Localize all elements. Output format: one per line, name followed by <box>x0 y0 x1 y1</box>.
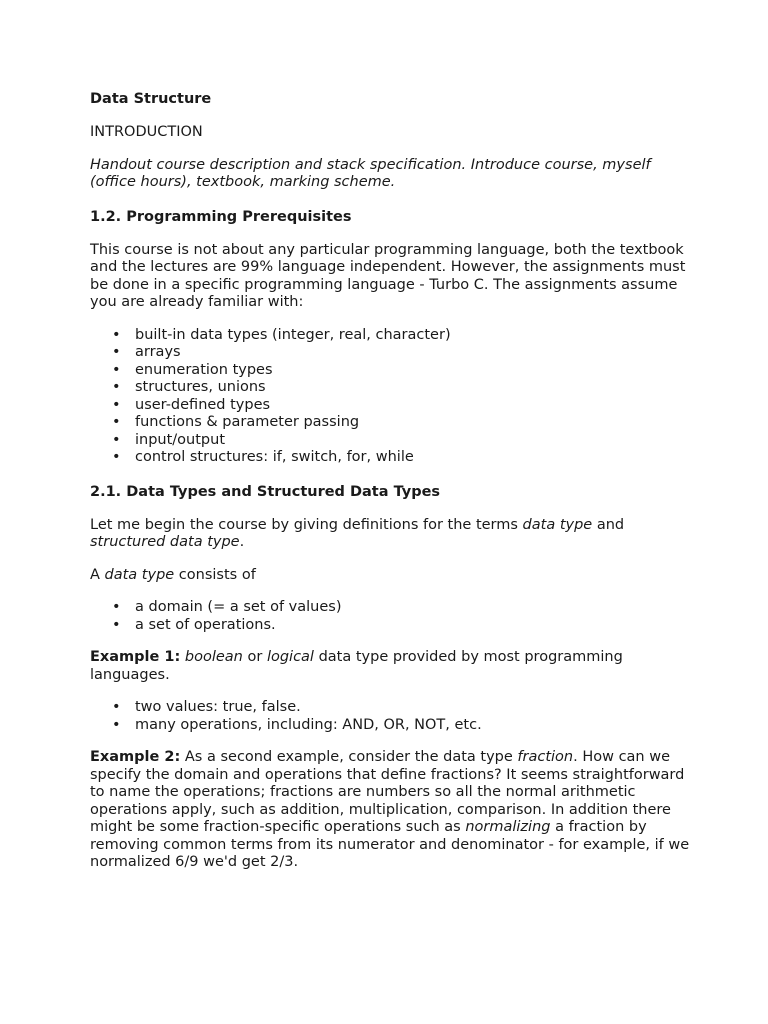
text-run: As a second example, consider the data type <box>180 749 518 765</box>
list-item: • enumeration types <box>90 362 690 380</box>
intro-text-italic: Handout course description and stack specification. Introduce course, myself (office hours), textbook, marking scheme. <box>90 156 651 190</box>
term-fraction: fraction <box>517 749 574 765</box>
text-run: Let me begin the course by giving definitions for the terms <box>90 516 523 533</box>
data-type-parts-list <box>90 599 690 634</box>
example-2-paragraph <box>90 749 690 872</box>
list-item: • structures, unions <box>90 379 690 397</box>
term-structured-data-type: structured data type <box>90 534 240 550</box>
term-data-type: data type <box>522 516 593 533</box>
list-item: • functions & parameter passing <box>90 414 690 432</box>
text-run: . How can we specify the domain and operations that define fractions? It seems straightforward to name the operations; fractions are numbers so all the normal arithmetic operations apply, such as addition, multiplication, comparison. In addition there might be some fraction-specific operations such as <box>90 749 685 835</box>
list-item: • input/output <box>90 432 690 450</box>
term-boolean: boolean <box>184 649 243 665</box>
list-item: • user-defined types <box>90 397 690 415</box>
list-item: • arrays <box>90 344 690 362</box>
text-run: . <box>239 534 245 550</box>
list-item: • a set of operations. <box>90 617 690 635</box>
term-normalizing: normalizing <box>465 819 551 835</box>
section-heading-prerequisites: 1.2. Programming Prerequisites <box>90 208 352 225</box>
list-item: • many operations, including: AND, OR, NOT, etc. <box>90 717 690 735</box>
section-heading-data-types: 2.1. Data Types and Structured Data Types <box>90 483 441 500</box>
list-item: • two values: true, false. <box>90 699 690 717</box>
data-types-intro-paragraph <box>90 517 690 552</box>
list-item: • built-in data types (integer, real, character) <box>90 327 690 345</box>
prerequisites-list <box>90 327 690 467</box>
example-1-paragraph <box>90 649 690 684</box>
data-type-definition <box>90 567 690 585</box>
example-2-label: Example 2: <box>90 749 181 765</box>
text-run: data type provided by most programming languages. <box>90 649 623 683</box>
text-run: or <box>242 649 267 665</box>
list-item: • control structures: if, switch, for, while <box>90 449 690 467</box>
prerequisites-paragraph: This course is not about any particular programming language, both the textbook and the lectures are 99% language independent. However, the assignments must be done in a specific programming language - Turbo C. The assignments assume you are already familiar with: <box>90 241 686 310</box>
example-1-list <box>90 699 690 734</box>
text-run: consists of <box>174 566 256 583</box>
term-logical: logical <box>266 649 314 665</box>
list-item: • a domain (= a set of values) <box>90 599 690 617</box>
document-content <box>90 89 690 872</box>
intro-text <box>90 157 690 192</box>
document-title: Data Structure <box>90 91 212 107</box>
text-run: a fraction by removing common terms from its numerator and denominator - for example, if we normalized 6/9 we'd get 2/3. <box>90 819 690 870</box>
text-run: and <box>592 516 625 533</box>
term-data-type: data type <box>104 566 175 583</box>
text-run: A <box>90 566 105 583</box>
intro-heading: INTRODUCTION <box>90 124 203 140</box>
example-1-label: Example 1: <box>90 649 181 665</box>
